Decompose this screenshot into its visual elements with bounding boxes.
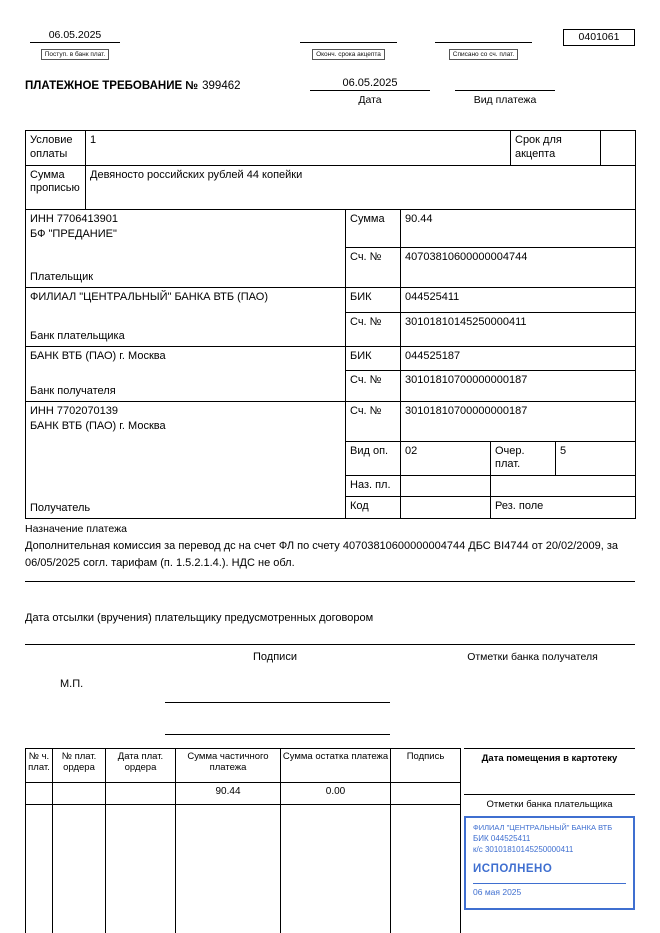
bottom-section	[25, 748, 635, 933]
priority-value: 5	[556, 441, 636, 476]
debited-line	[435, 28, 532, 43]
priority-label: Очер. плат.	[491, 441, 556, 476]
empty-cell	[106, 782, 176, 804]
payer-bank-bik-value: 044525411	[401, 287, 636, 312]
payer-account-value: 40703810600000004744	[401, 247, 636, 287]
beneficiary-bank-cell	[26, 346, 346, 401]
date-label: Дата	[358, 94, 382, 106]
accept-deadline-label: Оконч. срока акцепта	[312, 49, 385, 60]
stamp-place-label: М.П.	[60, 677, 84, 690]
reserve-field-label: Рез. поле	[491, 496, 636, 518]
date-field	[310, 76, 430, 106]
payment-condition-value: 1	[86, 131, 511, 166]
empty-cell	[391, 804, 461, 933]
payer-bank-cell	[26, 287, 346, 346]
form-code: 0401061	[563, 29, 635, 46]
parties-table	[25, 209, 636, 519]
beneficiary-bank-bik-label: БИК	[346, 346, 401, 370]
payment-kind-field	[455, 76, 555, 106]
code-value	[401, 496, 491, 518]
debited-label: Списано со сч. плат.	[449, 49, 519, 60]
empty-cell	[53, 804, 106, 933]
partial-payments-table	[25, 748, 461, 933]
header-partial-no: № ч. плат.	[26, 748, 53, 782]
empty-cell	[281, 804, 391, 933]
title-row	[25, 76, 635, 112]
payer-inn: ИНН 7706413901	[30, 212, 119, 225]
header-signature: Подпись	[391, 748, 461, 782]
received-in-bank-field	[30, 28, 120, 61]
form-body	[25, 130, 635, 933]
beneficiary-bank-account-label: Сч. №	[346, 370, 401, 401]
header-order-date: Дата плат. ордера	[106, 748, 176, 782]
beneficiary-cell	[26, 401, 346, 518]
payer-name: БФ "ПРЕДАНИЕ"	[30, 228, 117, 241]
empty-cell	[391, 782, 461, 804]
payer-cell	[26, 209, 346, 287]
terms-table	[25, 130, 636, 210]
beneficiary-inn: ИНН 7702070139	[30, 404, 119, 417]
card-file-label: Дата помещения в картотеку	[464, 748, 635, 764]
received-in-bank-label: Поступ. в банк плат.	[41, 49, 110, 60]
bottom-right-column	[464, 748, 635, 933]
partial-sum-value: 90.44	[176, 782, 281, 804]
received-date: 06.05.2025	[30, 28, 120, 43]
empty-cell	[26, 782, 53, 804]
stamp-corr-account: к/с 30101810145250000411	[473, 844, 574, 854]
top-header	[25, 28, 635, 68]
rest-sum-value: 0.00	[281, 782, 391, 804]
payer-bank-bik-label: БИК	[346, 287, 401, 312]
accept-deadline-line	[300, 28, 397, 43]
beneficiary-bank-account-value: 30101810700000000187	[401, 370, 636, 401]
op-kind-label: Вид оп.	[346, 441, 401, 476]
sum-value: 90.44	[401, 209, 636, 247]
payer-label: Плательщик	[30, 270, 94, 283]
empty-cell	[176, 804, 281, 933]
empty-cell	[26, 804, 53, 933]
payer-bank-account-label: Сч. №	[346, 312, 401, 346]
stamp-date: 06 мая 2025	[473, 886, 522, 897]
payment-purpose-code-value	[401, 476, 491, 497]
purpose-label: Назначение платежа	[25, 522, 127, 535]
empty-cell	[106, 804, 176, 933]
receiver-bank-marks-label: Отметки банка получателя	[467, 650, 598, 663]
payment-kind-label: Вид платежа	[473, 94, 537, 106]
stamp-bik: БИК 044525411	[473, 833, 531, 843]
amount-words-value: Девяносто российских рублей 44 копейки	[86, 165, 636, 209]
beneficiary-bank-bik-value: 044525187	[401, 346, 636, 370]
sum-label: Сумма	[346, 209, 401, 247]
payment-purpose-code-label: Наз. пл.	[346, 476, 401, 497]
code-label: Код	[346, 496, 401, 518]
accept-term-value	[601, 131, 636, 166]
empty-cell	[53, 782, 106, 804]
delivery-note: Дата отсылки (вручения) плательщику предусмотренных договором	[25, 611, 374, 624]
payer-bank-name: ФИЛИАЛ "ЦЕНТРАЛЬНЫЙ" БАНКА ВТБ (ПАО)	[30, 290, 268, 303]
stamp-status: ИСПОЛНЕНО	[473, 862, 553, 875]
document-date: 06.05.2025	[310, 76, 430, 91]
payer-bank-account-value: 30101810145250000411	[401, 312, 636, 346]
payment-condition-label: Условие оплаты	[26, 131, 86, 166]
payer-account-label: Сч. №	[346, 247, 401, 287]
beneficiary-account-label: Сч. №	[346, 401, 401, 441]
purpose-text: Дополнительная комиссия за перевод дс на счет ФЛ по счету 40703810600000004744 ДБС BI4744 от 20/02/2009, за 06/05/2025 согл. тарифам (п. 1.5.2.1.4.). НДС не обл.	[25, 538, 635, 582]
debited-field	[435, 28, 532, 61]
empty-cell	[491, 476, 636, 497]
beneficiary-bank-label: Банк получателя	[30, 384, 116, 397]
document-number: 399462	[202, 80, 241, 92]
signatures-label: Подписи	[253, 650, 297, 663]
signature-line-1	[165, 702, 390, 703]
header-partial-amount: Сумма частичного платежа	[176, 748, 281, 782]
signatures-area	[25, 644, 635, 748]
beneficiary-label: Получатель	[30, 502, 91, 514]
op-kind-value: 02	[401, 441, 491, 476]
spacer	[464, 764, 635, 794]
header-order-no: № плат. ордера	[53, 748, 106, 782]
document-title: ПЛАТЕЖНОЕ ТРЕБОВАНИЕ №	[25, 80, 199, 92]
beneficiary-bank-name: БАНК ВТБ (ПАО) г. Москва	[30, 349, 166, 362]
beneficiary-account-value: 30101810700000000187	[401, 401, 636, 441]
payment-kind-line	[455, 76, 555, 91]
bank-execution-stamp	[464, 816, 635, 910]
header-rest-amount: Сумма остатка платежа	[281, 748, 391, 782]
accept-deadline-field	[300, 28, 397, 61]
payer-bank-marks-label: Отметки банка плательщика	[464, 794, 635, 810]
amount-words-label: Сумма прописью	[26, 165, 86, 209]
beneficiary-name: БАНК ВТБ (ПАО) г. Москва	[30, 420, 166, 433]
stamp-bank-name: ФИЛИАЛ "ЦЕНТРАЛЬНЫЙ" БАНКА ВТБ	[473, 822, 613, 832]
payer-bank-label: Банк плательщика	[30, 329, 125, 342]
accept-term-label: Срок для акцепта	[511, 131, 601, 166]
signature-line-2	[165, 734, 390, 735]
